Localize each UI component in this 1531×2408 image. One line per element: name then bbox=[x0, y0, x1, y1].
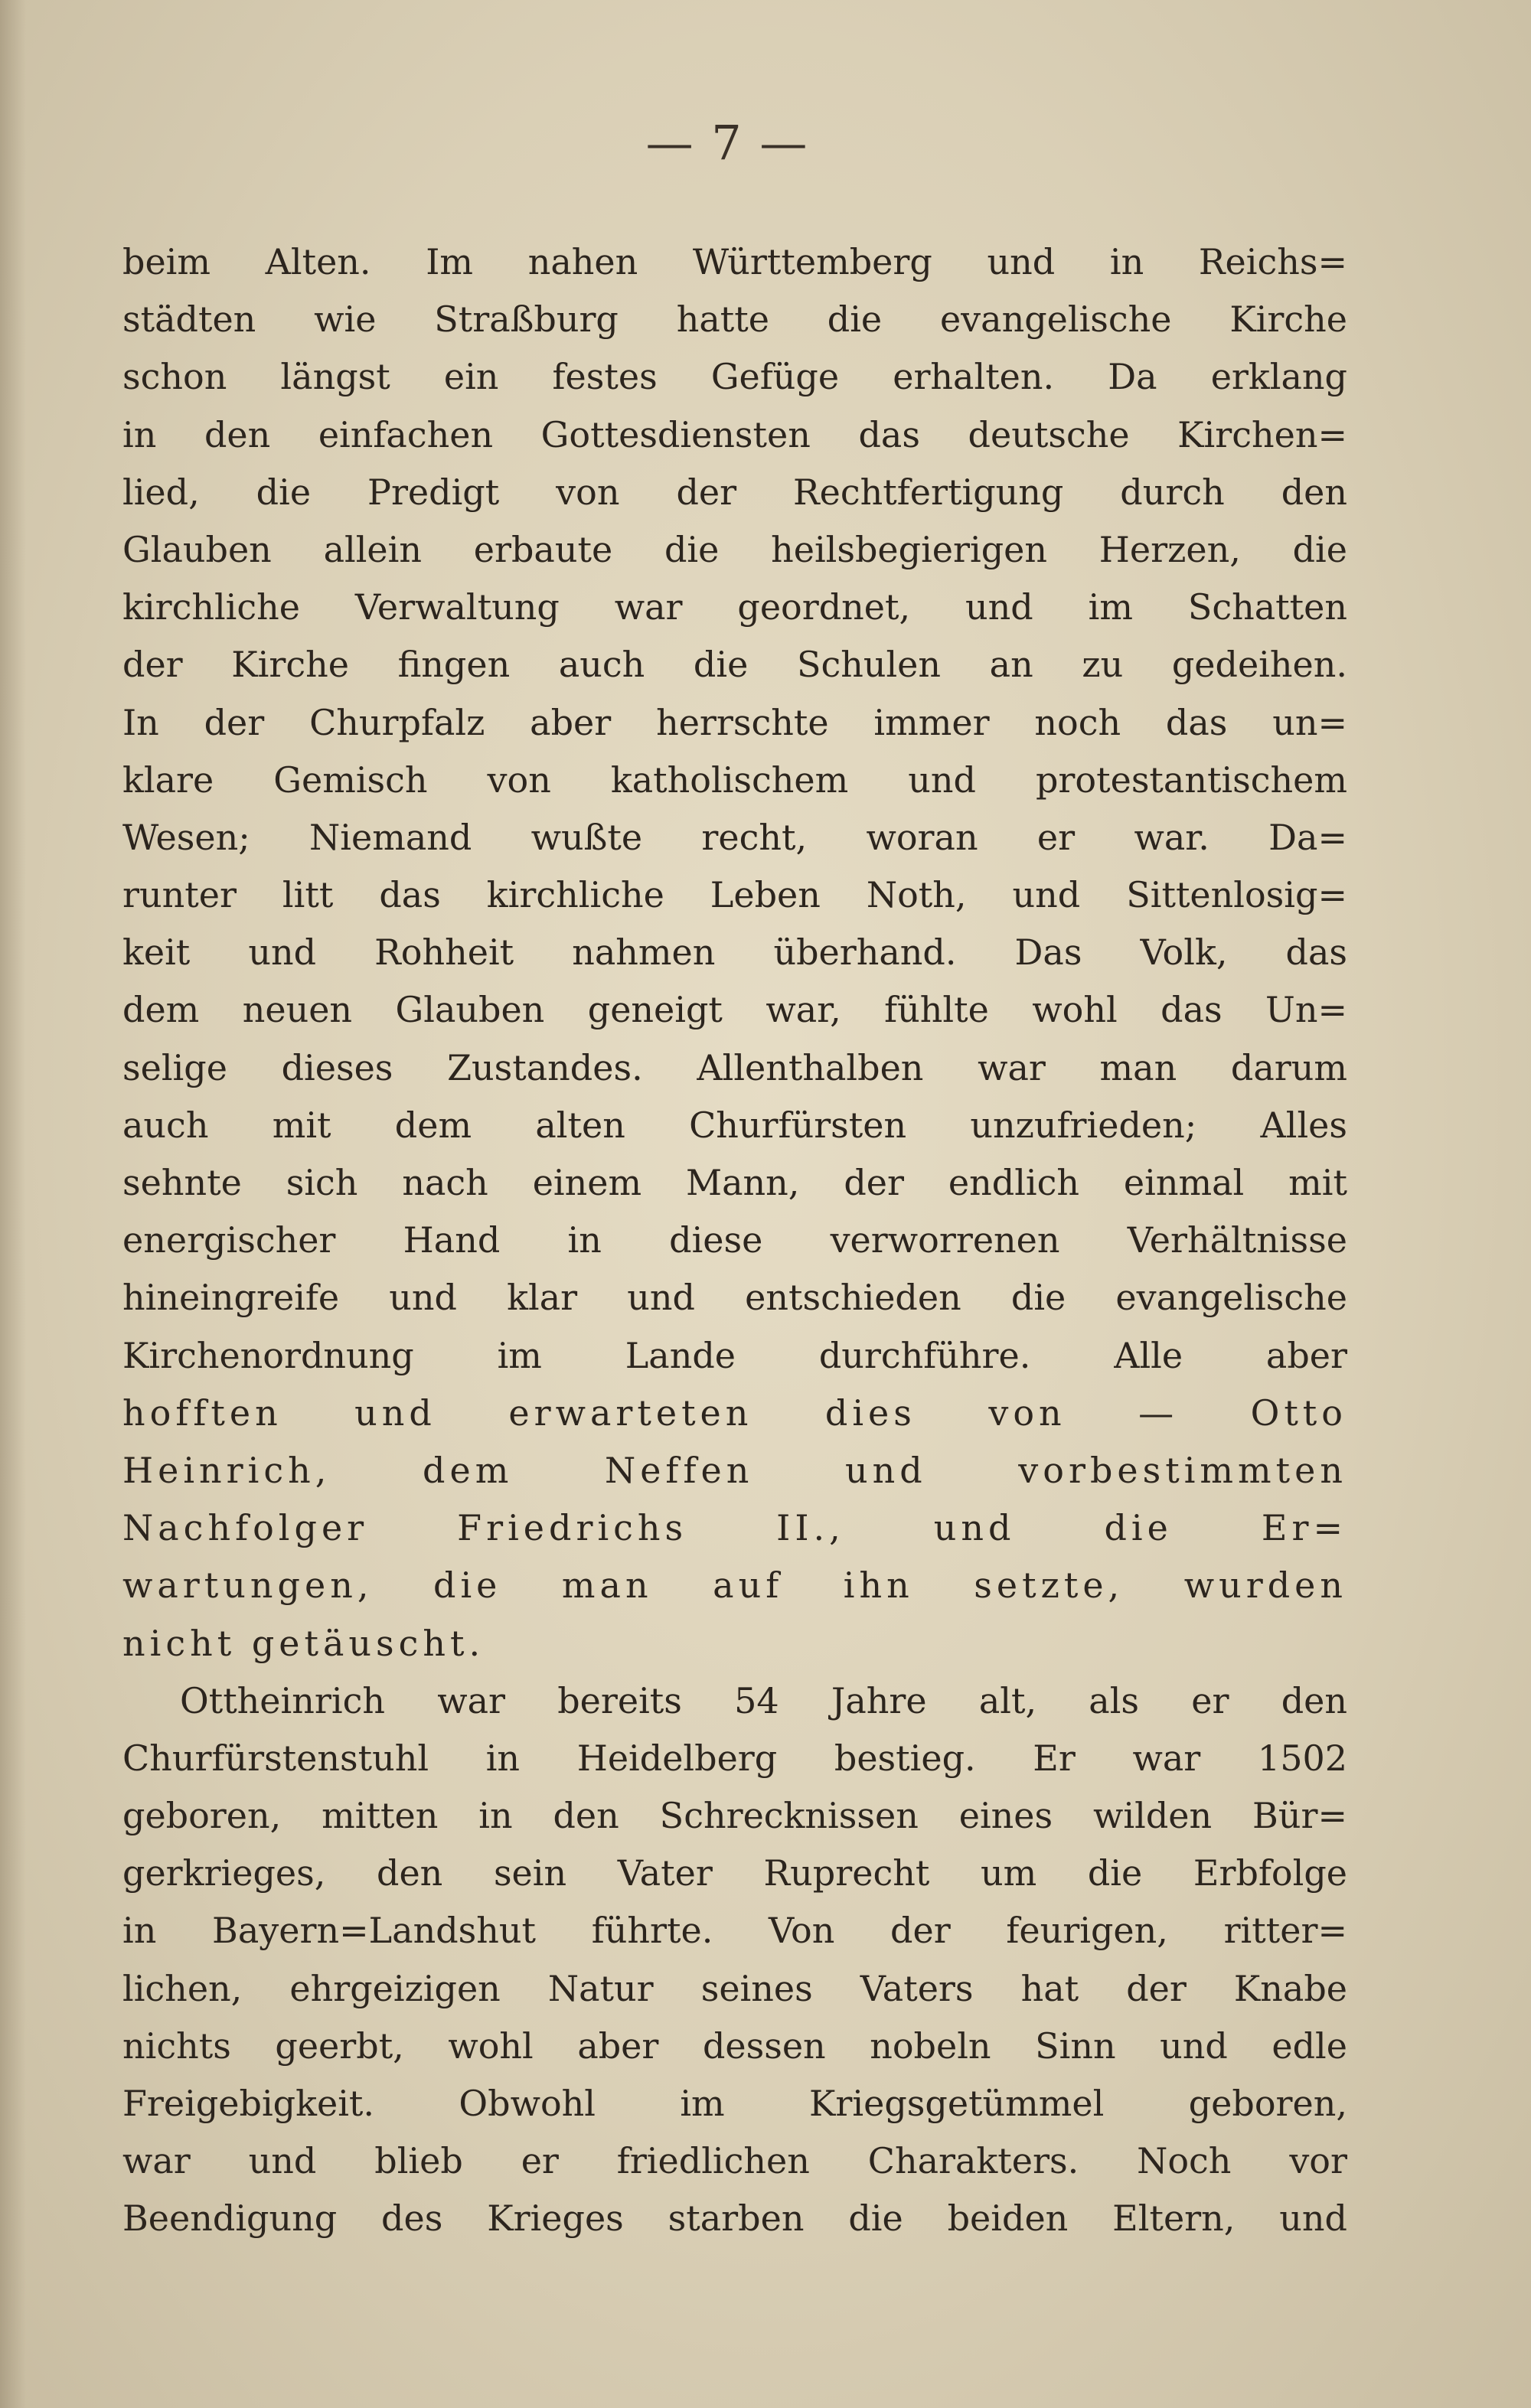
text-line: lichen, ehrgeizigen Natur seines Vaters hat der Knabe bbox=[122, 1967, 1347, 2009]
text-line: keit und Rohheit nahmen überhand. Das Volk, das bbox=[122, 932, 1347, 974]
text-line: Beendigung des Krieges starben die beiden Eltern, und bbox=[122, 2198, 1347, 2240]
text-line: beim Alten. Im nahen Württemberg und in Reichs= bbox=[122, 241, 1347, 282]
text-line: sehnte sich nach einem Mann, der endlich einmal mit bbox=[122, 1162, 1347, 1203]
text-line: nichts geerbt, wohl aber dessen nobeln Sinn und edle bbox=[122, 2025, 1347, 2067]
text-line-spaced: wartungen, die man auf ihn setzte, wurden bbox=[122, 1565, 1347, 1607]
text-line-spaced: hofften und erwarteten dies von — Otto bbox=[122, 1392, 1347, 1434]
text-line: lied, die Predigt von der Rechtfertigung durch den bbox=[122, 471, 1347, 513]
text-line-spaced: Heinrich, dem Neffen und vorbestimmten bbox=[122, 1449, 1347, 1491]
text-line: Wesen; Niemand wußte recht, woran er war. Da= bbox=[122, 816, 1347, 858]
body-text bbox=[122, 233, 1347, 2248]
text-line: gerkrieges, den sein Vater Ruprecht um die Erbfolge bbox=[122, 1852, 1347, 1894]
text-line: klare Gemisch von katholischem und protestantischem bbox=[122, 759, 1347, 801]
text-line: In der Churpfalz aber herrschte immer noch das un= bbox=[122, 701, 1347, 743]
text-line-spaced: Nachfolger Friedrichs II., und die Er= bbox=[122, 1507, 1347, 1549]
page-edge-shadow bbox=[0, 0, 26, 2408]
text-line: in den einfachen Gottesdiensten das deutsche Kirchen= bbox=[122, 413, 1347, 455]
text-line: Kirchenordnung im Lande durchführe. Alle aber bbox=[122, 1334, 1347, 1376]
text-line: auch mit dem alten Churfürsten unzufrieden; Alles bbox=[122, 1104, 1347, 1146]
text-line: selige dieses Zustandes. Allenthalben war man darum bbox=[122, 1046, 1347, 1088]
text-line: Freigebigkeit. Obwohl im Kriegsgetümmel geboren, bbox=[122, 2083, 1347, 2124]
text-line: runter litt das kirchliche Leben Noth, und Sittenlosig= bbox=[122, 874, 1347, 916]
text-line: Glauben allein erbaute die heilsbegierigen Herzen, die bbox=[122, 528, 1347, 570]
text-line: der Kirche fingen auch die Schulen an zu gedeihen. bbox=[122, 644, 1347, 686]
paragraph-first-line: Ottheinrich war bereits 54 Jahre alt, als er den bbox=[180, 1679, 1347, 1721]
text-line: hineingreife und klar und entschieden die evangelische bbox=[122, 1277, 1347, 1319]
page-number: — 7 — bbox=[645, 115, 809, 171]
text-line: städten wie Straßburg hatte die evangelische Kirche bbox=[122, 299, 1347, 341]
text-line: geboren, mitten in den Schrecknissen eines wilden Bür= bbox=[122, 1795, 1347, 1837]
text-line-spaced: nicht getäuscht. bbox=[122, 1622, 485, 1664]
text-line: schon längst ein festes Gefüge erhalten. Da erklang bbox=[122, 356, 1347, 398]
text-line: war und blieb er friedlichen Charakters. Noch vor bbox=[122, 2140, 1347, 2182]
text-line: in Bayern=Landshut führte. Von der feurigen, ritter= bbox=[122, 1910, 1347, 1952]
text-line: dem neuen Glauben geneigt war, fühlte wohl das Un= bbox=[122, 989, 1347, 1031]
text-line: energischer Hand in diese verworrenen Verhältnisse bbox=[122, 1219, 1347, 1261]
text-line: Churfürstenstuhl in Heidelberg bestieg. Er war 1502 bbox=[122, 1737, 1347, 1779]
text-line: kirchliche Verwaltung war geordnet, und im Schatten bbox=[122, 586, 1347, 628]
